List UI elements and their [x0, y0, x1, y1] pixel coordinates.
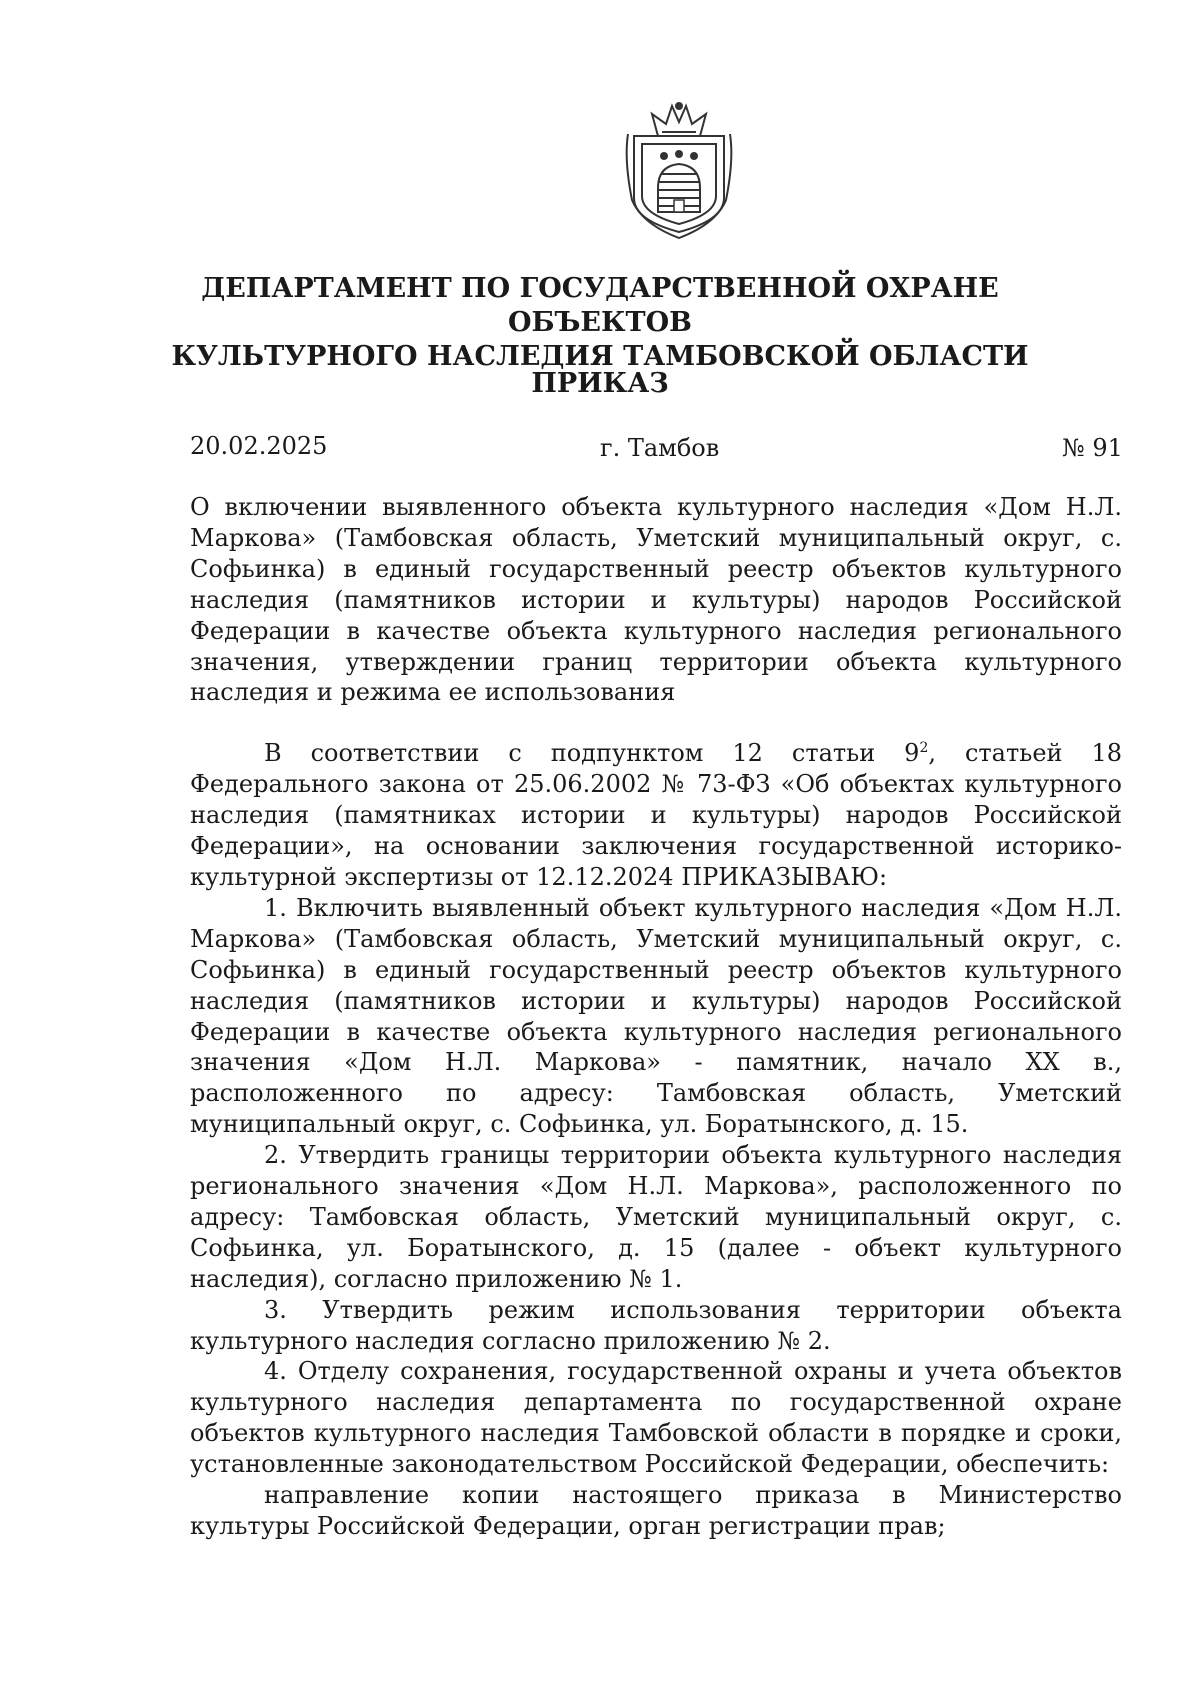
- document-type: ПРИКАЗ: [531, 368, 669, 399]
- preamble-superscript: 2: [919, 740, 929, 757]
- document-number: № 91: [1062, 434, 1123, 462]
- department-name: [150, 272, 1050, 374]
- preamble: [190, 738, 1122, 893]
- preamble-part-2: , статьей 18 Федерального закона от 25.06.2002 № 73-ФЗ «Об объектах культурного наследия (памятниках истории и культуры) народов Российской Федерации», на основании заключения государственной историко-культурной экспертизы от 12.12.2024 ПРИКАЗЫВАЮ:: [190, 739, 1122, 891]
- order-item-1: 1. Включить выявленный объект культурного наследия «Дом Н.Л. Маркова» (Тамбовская область, Уметский муниципальный округ, с. Софьинка) в единый государственный реестр объектов культурного наследия (памятников истории и культуры) народов Российской Федерации в качестве объекта культурного наследия регионального значения «Дом Н.Л. Маркова» - памятник, начало XX в., расположенного по адресу: Тамбовская область, Уметский муниципальный округ, с. Софьинка, ул. Боратынского, д. 15.: [190, 893, 1122, 1139]
- preamble-part-1: В соответствии с подпунктом 12 статьи 9: [264, 739, 920, 768]
- order-item-4-sub-1: направление копии настоящего приказа в Министерство культуры Российской Федерации, орган регистрации прав;: [190, 1481, 1122, 1540]
- order-item-2: 2. Утвердить границы территории объекта культурного наследия регионального значения «Дом Н.Л. Маркова», расположенного по адресу: Тамбовская область, Уметский муниципальный округ, с. Софьинка, ул. Боратынского, д. 15 (далее - объект культурного наследия), согласно приложению № 1.: [190, 1141, 1122, 1293]
- coat-of-arms-icon: [620, 100, 738, 240]
- document-city: г. Тамбов: [600, 434, 720, 462]
- order-item-4: 4. Отделу сохранения, государственной охраны и учета объектов культурного наследия департамента по государственной охране объектов культурного наследия Тамбовской области в порядке и сроки, установленные законодательством Российской Федерации, обеспечить:: [190, 1357, 1122, 1479]
- department-line-2: КУЛЬТУРНОГО НАСЛЕДИЯ ТАМБОВСКОЙ ОБЛАСТИ: [171, 341, 1029, 372]
- document-body: [190, 492, 1122, 1542]
- document-date: 20.02.2025: [190, 432, 328, 460]
- department-line-1: ДЕПАРТАМЕНТ ПО ГОСУДАРСТВЕННОЙ ОХРАНЕ ОБЪЕКТОВ: [201, 273, 999, 338]
- document-title: О включении выявленного объекта культурного наследия «Дом Н.Л. Маркова» (Тамбовская область, Уметский муниципальный округ, с. Софьинка) в единый государственный реестр объектов культурного наследия (памятников истории и культуры) народов Российской Федерации в качестве объекта культурного наследия регионального значения, утверждении границ территории объекта культурного наследия и режима ее использования: [190, 493, 1122, 707]
- order-item-3: 3. Утвердить режим использования территории объекта культурного наследия согласно приложению № 2.: [190, 1295, 1122, 1355]
